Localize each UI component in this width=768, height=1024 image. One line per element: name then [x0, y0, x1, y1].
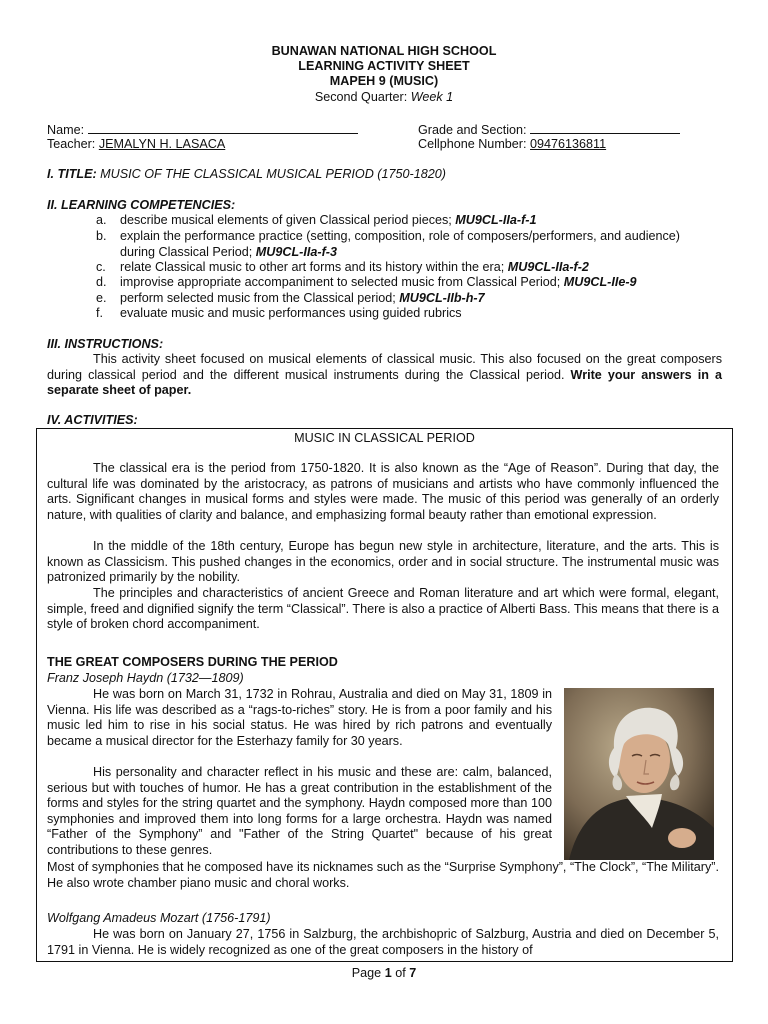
- cellphone-value: 09476136811: [530, 137, 607, 151]
- sheet-title: LEARNING ACTIVITY SHEET: [298, 59, 470, 73]
- competency-letter: b.: [96, 229, 107, 243]
- composers-heading: THE GREAT COMPOSERS DURING THE PERIOD: [47, 655, 338, 669]
- instructions-body: This activity sheet focused on musical elements of classical music. This also focused on the great composers during classical period and the different musical instruments during the Classical period.: [47, 352, 722, 382]
- quarter-week: Week 1: [410, 90, 454, 104]
- competency-code: MU9CL-IIa-f-2: [507, 260, 589, 274]
- competency-letter: a.: [96, 213, 107, 227]
- school-name: BUNAWAN NATIONAL HIGH SCHOOL: [271, 44, 497, 58]
- mozart-paragraph-1: He was born on January 27, 1756 in Salzburg, the archbishopric of Salzburg, Austria and died on December 5, 1791 in Vienna. He is widely recognized as one of the great composers in the history of: [47, 927, 719, 957]
- of-word: of: [391, 966, 410, 980]
- competency-text: relate Classical music to other art forms and its history within the era;: [120, 260, 508, 274]
- cellphone-field: [418, 137, 606, 153]
- competency-code: MU9CL-IIb-h-7: [399, 291, 485, 305]
- competency-code: MU9CL-IIa-f-1: [455, 213, 537, 227]
- teacher-field: [47, 137, 225, 153]
- teacher-value: JEMALYN H. LASACA: [98, 137, 226, 151]
- activities-heading: IV. ACTIVITIES:: [47, 413, 138, 427]
- competency-code: MU9CL-IIe-9: [563, 275, 637, 289]
- name-blank[interactable]: [88, 122, 358, 134]
- page-total: 7: [409, 966, 417, 980]
- instructions-text: [47, 352, 722, 399]
- competency-letter: f.: [96, 306, 103, 320]
- grade-label: Grade and Section:: [418, 123, 531, 137]
- haydn-portrait-illustration: [564, 688, 714, 860]
- haydn-paragraph-1: He was born on March 31, 1732 in Rohrau, Australia and died on May 31, 1809 in Vienna. His life was described as a “rags-to-riches” story. He is from a poor family and his music led him to rise in his social status. He was hired by rich patrons and eventually became a musical director for the Esterhazy family for 30 years.: [47, 687, 552, 748]
- haydn-paragraph-3: Most of symphonies that he composed have its nicknames such as the “Surprise Symphony”, “The Clock”, “The Military”. He also wrote chamber piano music and choral works.: [47, 860, 719, 890]
- page-footer: [0, 966, 768, 982]
- instructions-heading: III. INSTRUCTIONS:: [47, 337, 164, 351]
- competency-text: perform selected music from the Classical period;: [120, 291, 400, 305]
- title-text: MUSIC OF THE CLASSICAL MUSICAL PERIOD (1750-1820): [96, 167, 446, 181]
- competency-text: explain the performance practice (setting, composition, role of composers/performers, and audience) during Classical Period;: [120, 229, 680, 259]
- teacher-label: Teacher:: [47, 137, 99, 151]
- competency-code: MU9CL-IIa-f-3: [255, 244, 337, 259]
- intro-paragraph: The classical era is the period from 1750-1820. It is also known as the “Age of Reason”. During that day, the cultural life was dominated by the aristocracy, as patrons of musicians and artists who have commonly influenced the arts. Significant changes in musical forms and styles were made. The music of this period was generally of an orderly nature, with qualities of clarity and balance, and emphasizing formal beauty rather than emotional expression.: [47, 461, 719, 522]
- title-section: [47, 167, 446, 183]
- instructions-bold: Write your answers in a separate sheet of paper.: [47, 367, 722, 398]
- box-title: MUSIC IN CLASSICAL PERIOD: [294, 431, 475, 445]
- haydn-name: Franz Joseph Haydn (1732—1809): [47, 671, 244, 685]
- activity-box: [36, 428, 733, 962]
- competency-text: describe musical elements of given Classical period pieces;: [120, 213, 456, 227]
- page-word: Page: [351, 966, 385, 980]
- competencies-heading: II. LEARNING COMPETENCIES:: [47, 198, 236, 212]
- intro-paragraph: In the middle of the 18th century, Europe has begun new style in architecture, literature, and the arts. This is known as Classicism. This pushed changes in the economics, order and in social structure. The instrumental music was patronized primarily by the nobility.: [47, 539, 719, 585]
- name-label: Name:: [47, 123, 88, 137]
- competency-text: improvise appropriate accompaniment to selected music from Classical Period;: [120, 275, 564, 289]
- page-number: 1: [384, 966, 392, 980]
- competency-letter: d.: [96, 275, 107, 289]
- intro-paragraph: The principles and characteristics of ancient Greece and Roman literature and art which were formal, elegant, simple, freed and dignified signify the term “Classical”. There is also a practice of Alberti Bass. This means that there is a style of broken chord accompaniment.: [47, 586, 719, 632]
- haydn-portrait: [564, 688, 714, 860]
- haydn-paragraph-2: His personality and character reflect in his music and these are: calm, balanced, serious but with touches of humor. He has a great contribution in the establishment of the forms and styles for the string quartet and the symphony. Haydn composed more than 100 symphonies and improved them into long forms for a large orchestra. Haydn was named “Father of the Symphony” and "Father of the String Quartet" because of his great contributions to these genres.: [47, 765, 552, 857]
- grade-blank[interactable]: [530, 122, 680, 134]
- competency-letter: e.: [96, 291, 107, 305]
- cellphone-label: Cellphone Number:: [418, 137, 531, 151]
- mozart-name: Wolfgang Amadeus Mozart (1756-1791): [47, 911, 271, 925]
- title-label: I. TITLE:: [47, 167, 97, 181]
- competency-letter: c.: [96, 260, 106, 274]
- competency-text: evaluate music and music performances using guided rubrics: [120, 306, 462, 320]
- subject-title: MAPEH 9 (MUSIC): [329, 74, 439, 88]
- quarter-line: [0, 90, 768, 106]
- quarter-label: Second Quarter:: [314, 90, 411, 104]
